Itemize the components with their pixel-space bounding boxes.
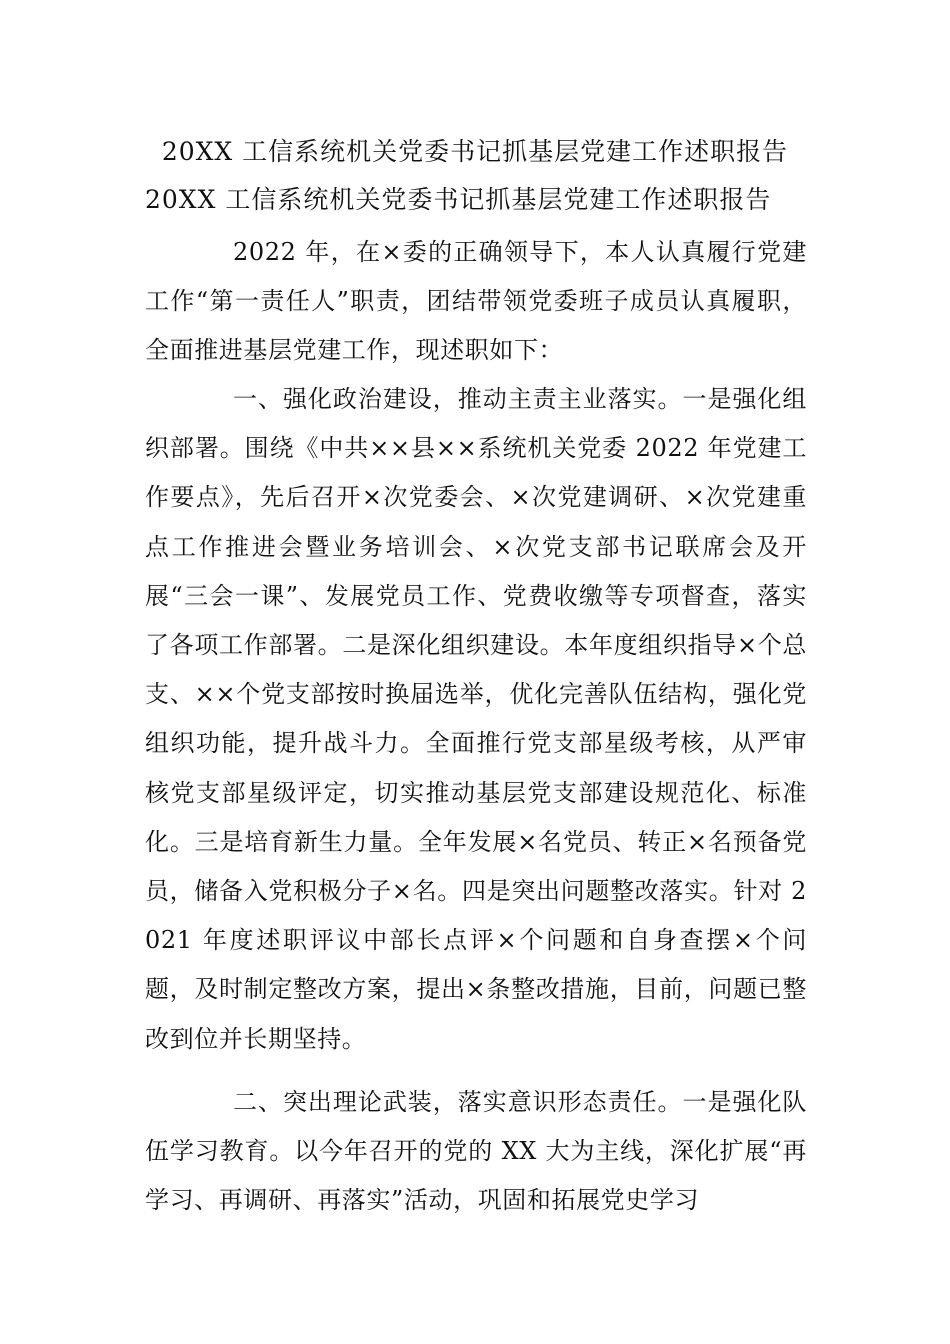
paragraph-intro: 2022 年，在×委的正确领导下，本人认真履行党建工作“第一责任人”职责，团结带领党委班子成员认真履职，全面推进基层党建工作，现述职如下： bbox=[145, 238, 807, 365]
document-title: 20XX 工信系统机关党委书记抓基层党建工作述职报告 bbox=[161, 137, 789, 166]
paragraph-section-one: 一、强化政治建设，推动主责主业落实。一是强化组织部署。围绕《中共××县××系统机关党委 2022 年党建工作要点》，先后召开×次党委会、×次党建调研、×次党建重点工作推进会暨业务培训会、×次党支部书记联席会及开展“三会一课”、发展党员工作、党费收缴等专项督查，落实了各项工作部署。二是深化组织建设。本年度组织指导×个总支、××个党支部按时换届选举，优化完善队伍结构，强化党组织功能，提升战斗力。全面推行党支部星级考核，从严审核党支部星级评定，切实推动基层党支部建设规范化、标准化。三是培育新生力量。全年发展×名党员、转正×名预备党员，储备入党积极分子×名。四是突出问题整改落实。针对 2021 年度述职评议中部长点评×个问题和自身查摆×个问题，及时制定整改方案，提出×条整改措施，目前，问题已整改到位并长期坚持。 bbox=[145, 385, 807, 1053]
paragraph-section-two: 二、突出理论武装，落实意识形态责任。一是强化队伍学习教育。以今年召开的党的 XX 大为主线，深化扩展“再学习、再调研、再落实”活动，巩固和拓展党史学习 bbox=[145, 1088, 807, 1215]
document-title-repeat: 20XX 工信系统机关党委书记抓基层党建工作述职报告 bbox=[145, 185, 772, 214]
